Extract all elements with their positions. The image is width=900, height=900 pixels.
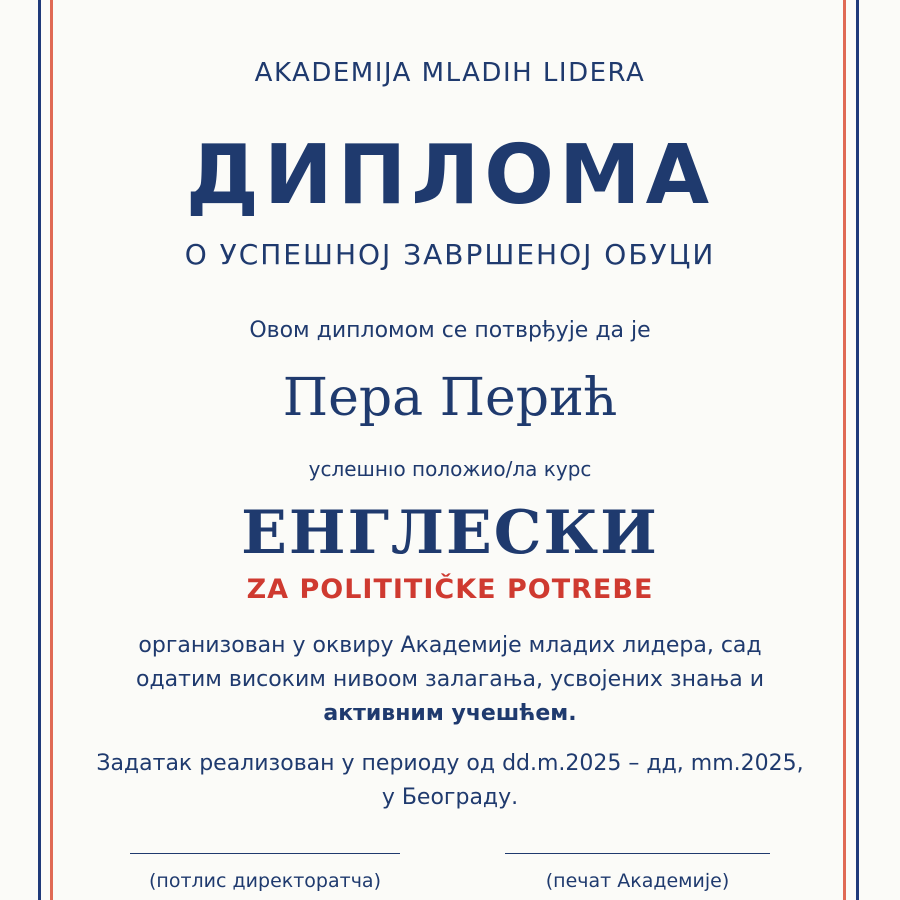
- course-subtitle: ZA POLITITIČKE POTREBE: [246, 574, 654, 605]
- passed-course-text: услешнıо положио/ла курс: [308, 457, 592, 481]
- director-signature-line: [130, 853, 400, 854]
- description-line: активним учешћем.: [323, 701, 577, 726]
- period-line: у Београду.: [381, 785, 519, 810]
- academy-name: AKADEMIJA MLADIH LIDERA: [254, 58, 646, 88]
- description-line: одатим високим нивоом залагања, усвојених знања и: [136, 667, 764, 692]
- confirmation-text: Овом дипломом се потврђује да је: [249, 318, 651, 343]
- diploma-title: ДИПЛОМА: [185, 128, 715, 223]
- director-signature-label: (потлис директорaтча): [149, 870, 381, 892]
- recipient-name: Пера Перић: [282, 368, 618, 428]
- diploma-subtitle: О УСПЕШНОЈ ЗАВРШЕНОЈ ОБУЦИ: [184, 238, 716, 271]
- description-line: организован у оквиру Академије младих лидера, сад: [138, 633, 762, 658]
- academy-seal-line: [505, 853, 770, 854]
- course-name: ЕНГЛЕСКИ: [241, 498, 659, 568]
- academy-seal-label: (печат Академије): [545, 870, 730, 892]
- period-line: Задатак реализован у периоду од dd.m.2025 – дд, mm.2025,: [96, 751, 804, 776]
